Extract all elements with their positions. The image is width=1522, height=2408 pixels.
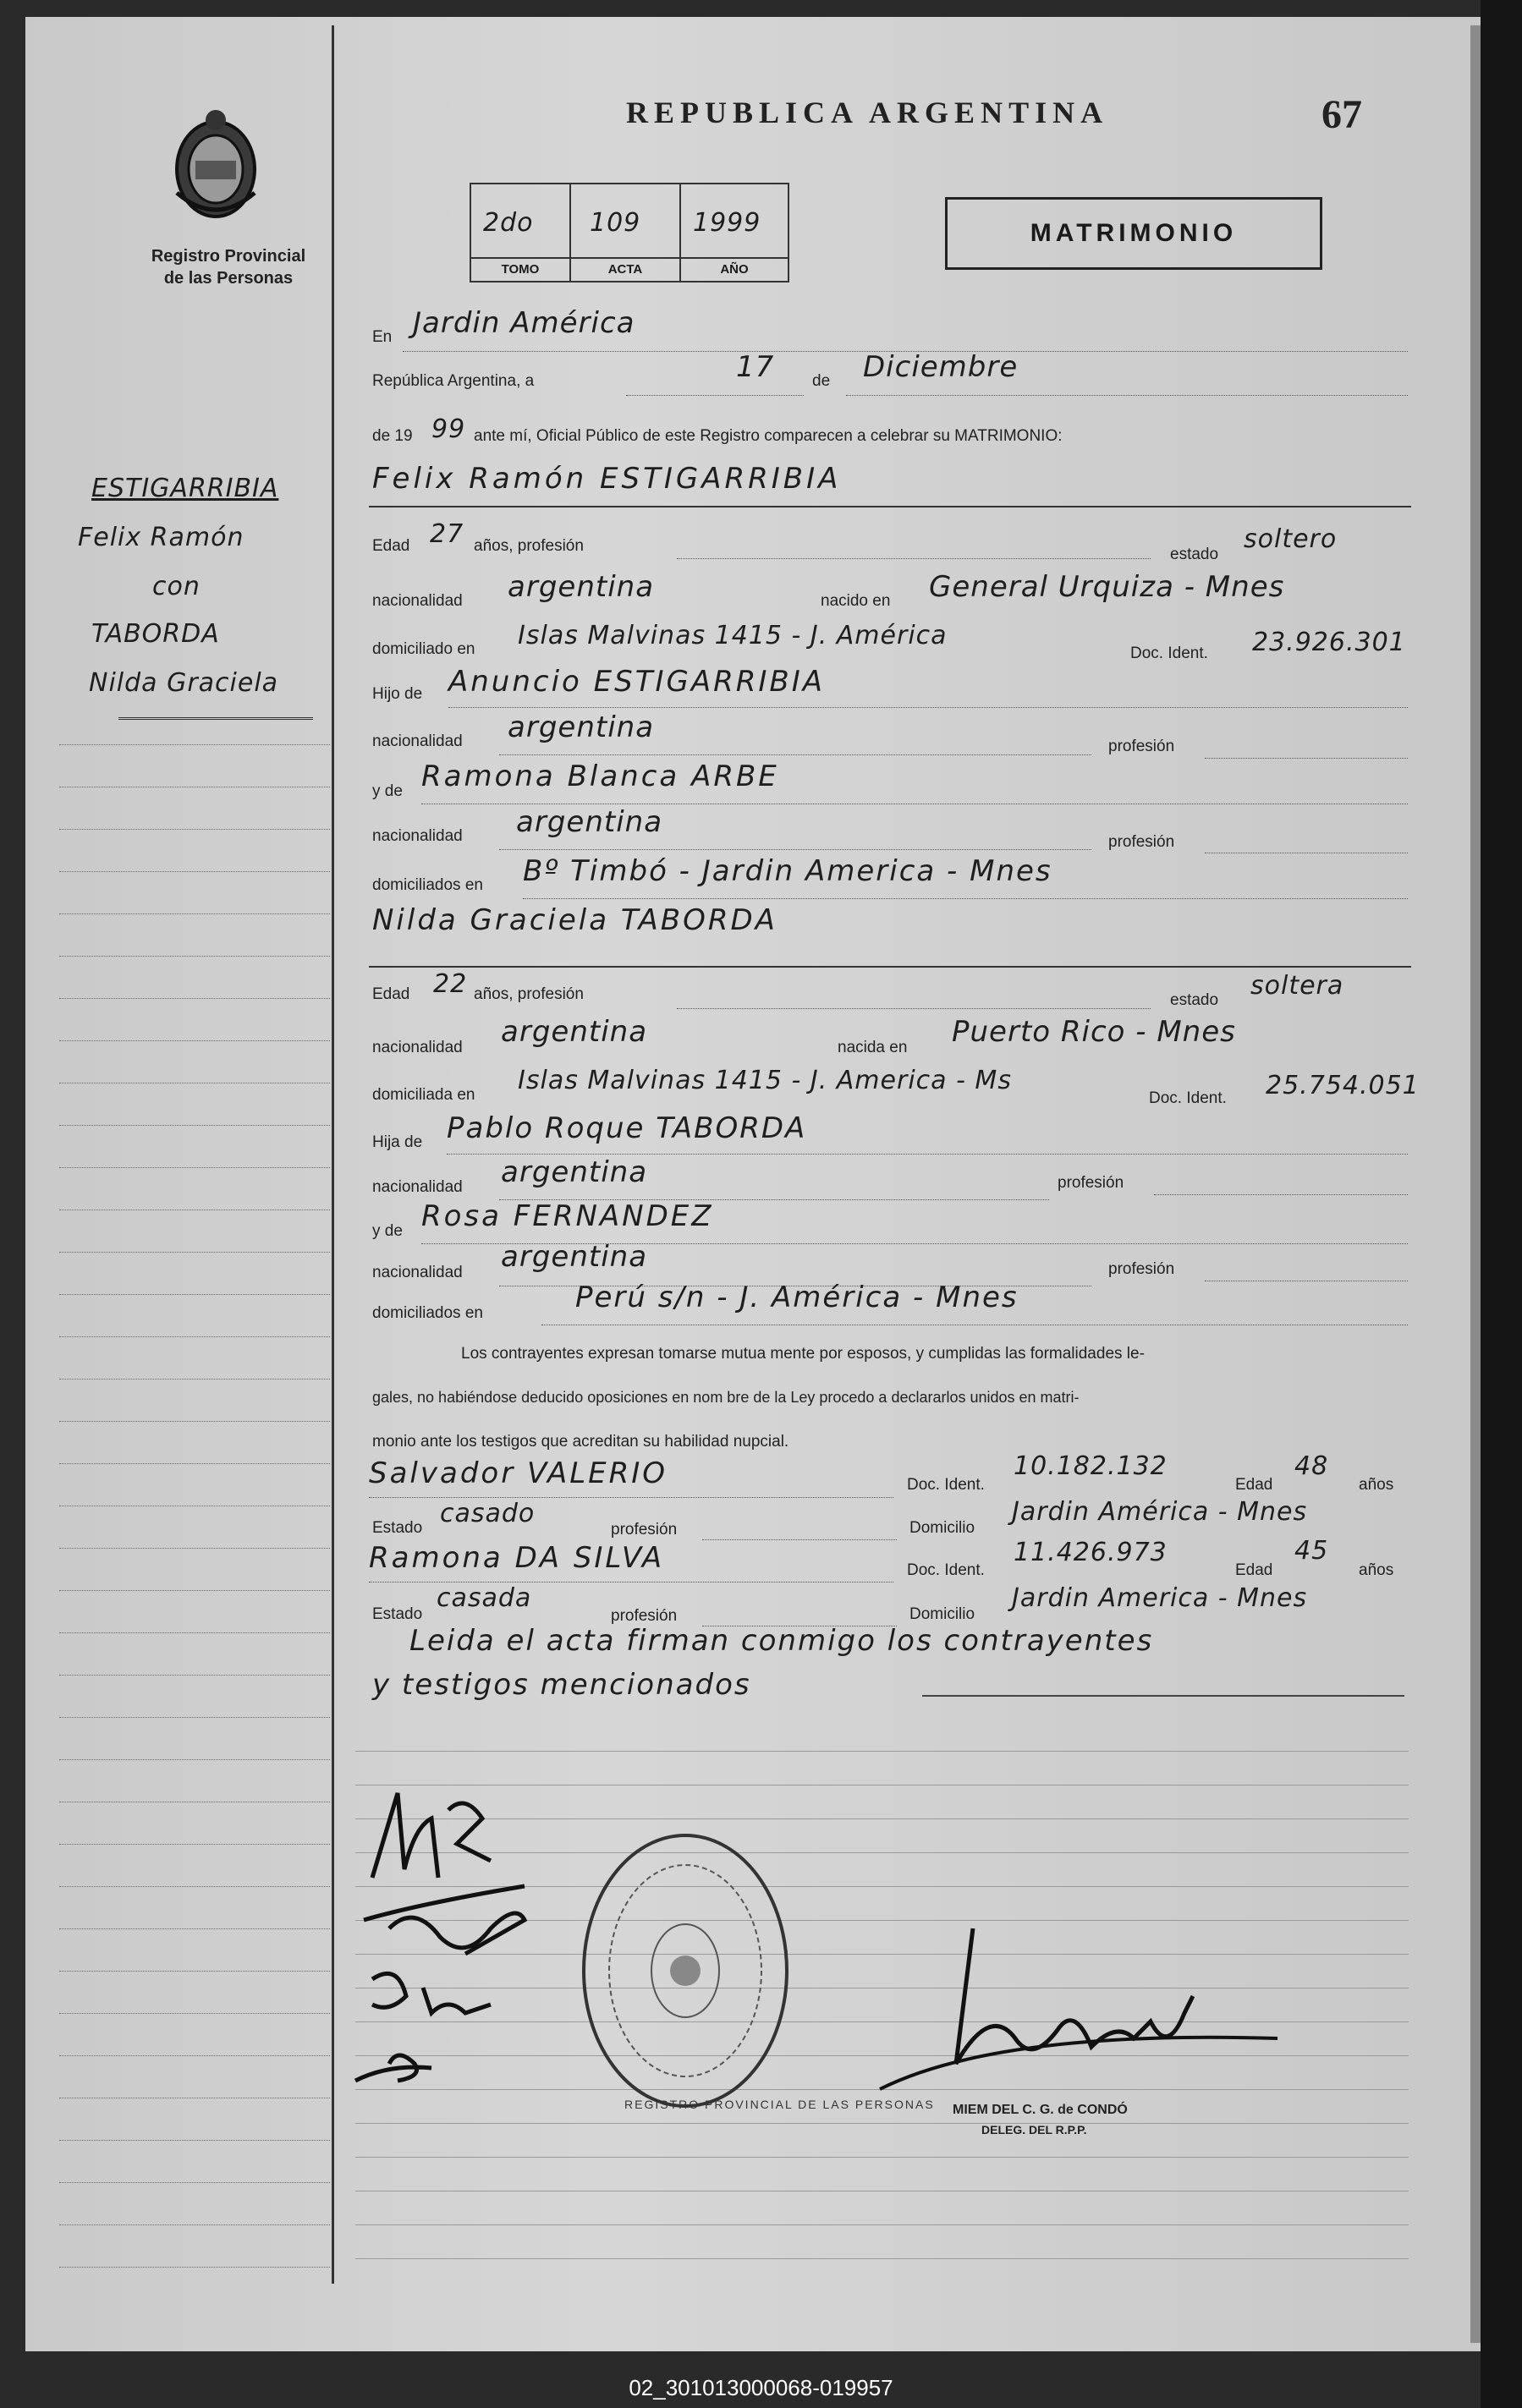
page-number: 67 [1321, 92, 1362, 137]
groom-nac-label: nacionalidad [372, 592, 463, 610]
margin-divider [332, 25, 334, 2284]
bride-nac-label: nacionalidad [372, 1039, 463, 1056]
coat-of-arms-icon [165, 108, 266, 222]
registry-name-line2: de las Personas [163, 269, 294, 288]
document-code: 02_301013000068-019957 [629, 2375, 893, 2400]
place-value: Jardin América [413, 306, 635, 340]
ano-value: 1999 [693, 208, 761, 238]
witness1-doc-label: Doc. Ident. [907, 1476, 985, 1494]
bride-father: Pablo Roque TABORDA [447, 1111, 807, 1145]
closing-line2: y testigos mencionados [372, 1668, 751, 1702]
witness1-domicilio: Jardin América - Mnes [1012, 1497, 1308, 1527]
witness1-edad-label: Edad [1235, 1476, 1273, 1494]
groom-yde-label: y de [372, 782, 403, 800]
bride-yde-label: y de [372, 1222, 403, 1240]
groom-parents-dom: Bº Timbó - Jardin America - Mnes [523, 854, 1052, 888]
box-labels [471, 257, 788, 281]
bride-mother: Rosa FERNANDEZ [421, 1199, 714, 1233]
witness1-estado: casado [440, 1499, 536, 1528]
official-seal-icon [575, 1827, 795, 2115]
official-signature-icon [871, 1903, 1294, 2106]
acta-label: ACTA [607, 262, 643, 277]
official-title-line2: DELEG. DEL R.P.P. [981, 2123, 1087, 2136]
groom-estado-label: estado [1170, 546, 1219, 563]
groom-father: Anuncio ESTIGARRIBIA [448, 665, 826, 699]
groom-nacido-label: nacido en [821, 592, 891, 610]
month-value: Diciembre [863, 350, 1019, 384]
margin-name-groom: Felix Ramón [78, 523, 245, 552]
official-title-line1: MIEM DEL C. G. de CONDÓ [953, 2103, 1128, 2117]
witness2-doc-label: Doc. Ident. [907, 1561, 985, 1579]
tomo-acta-ano-box [470, 183, 789, 282]
en-label: En [372, 328, 393, 346]
witness2-estado: casada [437, 1583, 532, 1613]
bride-nacionalidad: argentina [501, 1015, 648, 1049]
witness1-estado-label: Estado [372, 1519, 423, 1537]
witness2-profesion-label: profesión [611, 1607, 678, 1625]
de-label: de [812, 372, 831, 390]
bride-doc-label: Doc. Ident. [1149, 1089, 1227, 1107]
book-edge [1481, 0, 1522, 2408]
bride-hija-label: Hija de [372, 1133, 423, 1151]
groom-father-nac-label: nacionalidad [372, 732, 463, 750]
witness2-name: Ramona DA SILVA [369, 1541, 665, 1575]
witness1-name: Salvador VALERIO [369, 1456, 668, 1490]
witness1-edad: 48 [1294, 1451, 1329, 1481]
registry-name-line1: Registro Provincial [151, 247, 306, 266]
tomo-label: TOMO [501, 262, 540, 277]
declaration-line2: gales, no habiéndose deducido oposiciones en nom bre de la Ley procedo a declararlos unidos en matri- [372, 1389, 1080, 1406]
groom-father-prof-label: profesión [1108, 738, 1175, 755]
intro-statement: ante mí, Oficial Público de este Registro comparecen a celebrar su MATRIMONIO: [474, 427, 1063, 445]
witness1-profesion-label: profesión [611, 1521, 678, 1539]
closing-underline [922, 1695, 1404, 1697]
witness2-edad: 45 [1294, 1536, 1329, 1566]
groom-mother: Ramona Blanca ARBE [421, 760, 779, 793]
bride-estado: soltera [1250, 971, 1344, 1001]
act-type-box: MATRIMONIO [945, 197, 1322, 270]
bride-parents-dom-label: domiciliados en [372, 1304, 483, 1322]
groom-name-underline [369, 506, 1411, 507]
country-title: REPUBLICA ARGENTINA [626, 96, 1109, 129]
groom-edad: 27 [430, 519, 464, 549]
groom-edad-label: Edad [372, 537, 410, 555]
witness1-anos-label: años [1359, 1476, 1394, 1494]
groom-name: Felix Ramón ESTIGARRIBIA [372, 462, 842, 496]
bride-dom-label: domiciliada en [372, 1086, 475, 1104]
tomo-value: 2do [483, 208, 534, 238]
margin-name-bride: Nilda Graciela [89, 668, 279, 698]
declaration-line3: monio ante los testigos que acreditan su habilidad nupcial. [372, 1433, 789, 1451]
groom-father-nac: argentina [508, 710, 655, 744]
bride-mother-nac: argentina [501, 1240, 648, 1274]
groom-doc: 23.926.301 [1252, 628, 1406, 657]
witness2-edad-label: Edad [1235, 1561, 1273, 1579]
witness1-doc: 10.182.132 [1014, 1451, 1168, 1481]
seal-text: REGISTRO PROVINCIAL DE LAS PERSONAS [624, 2098, 935, 2111]
witness2-domicilio-label: Domicilio [909, 1605, 975, 1623]
bride-estado-label: estado [1170, 991, 1219, 1009]
witness2-estado-label: Estado [372, 1605, 423, 1623]
groom-hijo-label: Hijo de [372, 685, 423, 703]
witness2-doc: 11.426.973 [1014, 1538, 1168, 1567]
bride-nacida: Puerto Rico - Mnes [952, 1015, 1236, 1049]
groom-doc-label: Doc. Ident. [1130, 645, 1208, 662]
bride-name: Nilda Graciela TABORDA [372, 903, 777, 937]
margin-con: con [152, 572, 201, 601]
acta-value: 109 [590, 208, 641, 238]
bride-edad-label: Edad [372, 985, 410, 1003]
groom-domicilio: Islas Malvinas 1415 - J. América [518, 621, 948, 650]
signatures-left-icon [338, 1759, 592, 2115]
groom-mother-nac: argentina [516, 805, 663, 839]
groom-nacido: General Urquiza - Mnes [929, 570, 1285, 604]
bride-father-prof-label: profesión [1058, 1174, 1124, 1192]
witness2-anos-label: años [1359, 1561, 1394, 1579]
groom-mother-nac-label: nacionalidad [372, 827, 463, 845]
bride-mother-nac-label: nacionalidad [372, 1264, 463, 1281]
declaration-line1: Los contrayentes expresan tomarse mutua mente por esposos, y cumplidas las formalidades le- [461, 1345, 1145, 1363]
groom-anos-profesion-label: años, profesión [474, 537, 584, 555]
groom-dom-label: domiciliado en [372, 640, 475, 658]
bride-name-underline [369, 966, 1411, 968]
bride-parents-dom: Perú s/n - J. América - Mnes [575, 1281, 1019, 1314]
book-edge-pages [1470, 25, 1481, 2343]
year-prefix: de 19 [372, 427, 413, 445]
bride-father-nac-label: nacionalidad [372, 1178, 463, 1196]
margin-underline [118, 717, 313, 720]
bride-anos-profesion-label: años, profesión [474, 985, 584, 1003]
bride-edad: 22 [433, 969, 468, 999]
witness1-domicilio-label: Domicilio [909, 1519, 975, 1537]
day-value: 17 [736, 350, 775, 384]
bride-mother-prof-label: profesión [1108, 1260, 1175, 1278]
bride-father-nac: argentina [501, 1155, 648, 1189]
groom-mother-prof-label: profesión [1108, 833, 1175, 851]
republica-label: República Argentina, a [372, 372, 535, 390]
groom-estado: soltero [1244, 524, 1338, 554]
bride-doc: 25.754.051 [1266, 1071, 1420, 1100]
groom-parents-dom-label: domiciliados en [372, 876, 483, 894]
bride-nacida-label: nacida en [838, 1039, 908, 1056]
margin-surname-bride: TABORDA [91, 619, 220, 649]
margin-surname-groom: ESTIGARRIBIA [91, 474, 279, 503]
closing-line1: Leida el acta firman conmigo los contrayentes [409, 1624, 1154, 1658]
ano-label: AÑO [720, 262, 749, 277]
year-suffix: 99 [431, 414, 466, 444]
bride-domicilio: Islas Malvinas 1415 - J. America - Ms [518, 1066, 1012, 1095]
groom-nacionalidad: argentina [508, 570, 655, 604]
witness2-domicilio: Jardin America - Mnes [1012, 1583, 1308, 1613]
